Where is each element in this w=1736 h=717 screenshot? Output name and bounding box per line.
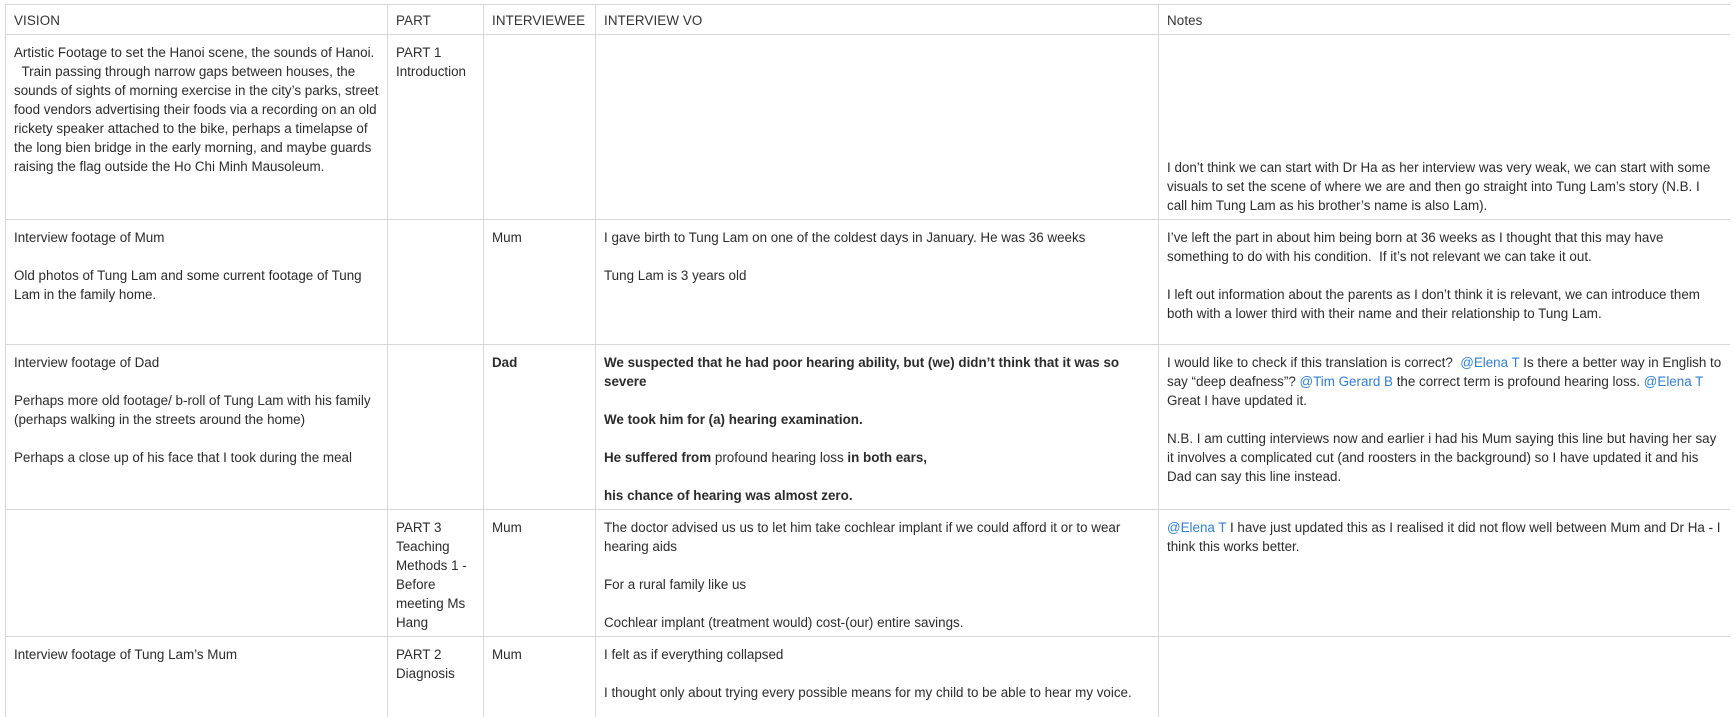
vo-bold-span: He suffered from	[604, 450, 715, 465]
interviewee-text: Mum	[492, 647, 522, 662]
vision-cell[interactable]	[6, 510, 388, 637]
part-cell[interactable]	[388, 637, 484, 717]
notes-text: I don’t think we can start with Dr Ha as her interview was very weak, we can start with some visuals to set the scene of where we are and then go straight into Tung Lam’s story (N.B. I call him Tung Lam as his brother’s name is also Lam).	[1167, 160, 1715, 213]
part-text: PART 2 Diagnosis	[396, 647, 455, 681]
vision-cell[interactable]	[6, 220, 388, 345]
notes-text	[1167, 518, 1725, 556]
vo-cell[interactable]	[596, 220, 1159, 345]
vo-text: Cochlear implant (treatment would) cost-(our) entire savings.	[604, 615, 964, 630]
notes-cell[interactable]	[1159, 345, 1731, 510]
notes-text: N.B. I am cutting interviews now and earlier i had his Mum saying this line but having her say it involves a complicated cut (and roosters in the background) so I have updated it and his Dad can say this line instead.	[1167, 431, 1721, 484]
table-row	[6, 220, 1731, 345]
notes-span: the correct term is profound hearing loss.	[1392, 374, 1644, 389]
vo-cell[interactable]	[596, 345, 1159, 510]
script-table	[5, 4, 1730, 717]
interviewee-text: Dad	[492, 355, 518, 370]
table-row	[6, 35, 1731, 220]
vision-cell[interactable]	[6, 345, 388, 510]
header-part[interactable]: PART	[388, 5, 484, 35]
vo-text: I thought only about trying every possible means for my child to be able to hear my voice.	[604, 685, 1132, 700]
part-text: PART 1 Introduction	[396, 45, 466, 79]
header-vision[interactable]: VISION	[6, 5, 388, 35]
vo-cell[interactable]	[596, 510, 1159, 637]
mention-link[interactable]: @Tim Gerard B	[1299, 374, 1393, 389]
notes-cell[interactable]	[1159, 35, 1731, 220]
mention-link[interactable]: @Elena T	[1643, 374, 1704, 389]
interviewee-cell[interactable]	[484, 35, 596, 220]
vision-text: Perhaps a close up of his face that I took during the meal	[14, 450, 352, 465]
vo-cell[interactable]	[596, 637, 1159, 717]
vo-regular-span: profound hearing loss	[714, 450, 844, 465]
mention-link[interactable]: @Elena T	[1167, 520, 1227, 535]
vo-text: We took him for (a) hearing examination.	[604, 412, 863, 427]
notes-text: I left out information about the parents as I don’t think it is relevant, we can introduce them both with a lower third with their name and their relationship to Tung Lam.	[1167, 287, 1704, 321]
header-interview-vo[interactable]: INTERVIEW VO	[596, 5, 1159, 35]
vision-text: Interview footage of Tung Lam’s Mum	[14, 647, 238, 662]
header-interviewee[interactable]: INTERVIEWEE	[484, 5, 596, 35]
vo-text: I gave birth to Tung Lam on one of the coldest days in January. He was 36 weeks	[604, 230, 1086, 245]
vo-bold-span: in both ears,	[843, 450, 928, 465]
vo-text: I felt as if everything collapsed	[604, 647, 784, 662]
notes-span: Great I have updated it.	[1167, 374, 1707, 408]
interviewee-text: Mum	[492, 520, 522, 535]
part-cell[interactable]	[388, 220, 484, 345]
notes-text	[1167, 353, 1725, 410]
vo-text	[604, 448, 1150, 467]
notes-wrapper	[1167, 43, 1722, 215]
vo-cell[interactable]	[596, 35, 1159, 220]
interviewee-cell[interactable]	[484, 220, 596, 345]
notes-span: I would like to check if this translation is correct?	[1167, 355, 1461, 370]
vision-text: Perhaps more old footage/ b-roll of Tung Lam with his family (perhaps walking in the streets around the home)	[14, 393, 375, 427]
notes-text: I’ve left the part in about him being born at 36 weeks as I thought that this may have something to do with his condition. If it’s not relevant we can take it out.	[1167, 230, 1668, 264]
part-text: PART 3 Teaching Methods 1 - Before meeting Ms Hang	[396, 520, 471, 630]
vo-text: We suspected that he had poor hearing ability, but (we) didn’t think that it was so severe	[604, 355, 1123, 389]
vision-text: Interview footage of Mum	[14, 230, 165, 245]
vo-text: Tung Lam is 3 years old	[604, 268, 747, 283]
vo-text: his chance of hearing was almost zero.	[604, 488, 853, 503]
part-cell[interactable]	[388, 510, 484, 637]
vision-cell[interactable]	[6, 35, 388, 220]
vision-cell[interactable]	[6, 637, 388, 717]
interviewee-cell[interactable]	[484, 637, 596, 717]
interviewee-text: Mum	[492, 230, 522, 245]
notes-span: I have just updated this as I realised it did not flow well between Mum and Dr Ha - I think this works better.	[1167, 520, 1725, 554]
header-notes[interactable]: Notes	[1159, 5, 1731, 35]
notes-span: Is there a better way in English to say “deep deafness”?	[1167, 355, 1725, 389]
interviewee-cell[interactable]	[484, 510, 596, 637]
header-row	[6, 5, 1731, 35]
table-row	[6, 637, 1731, 717]
notes-cell[interactable]	[1159, 510, 1731, 637]
vision-text: Artistic Footage to set the Hanoi scene, the sounds of Hanoi. Train passing through narrow gaps between houses, the sounds of sights of morning exercise in the city’s parks, street food vendors advertising their foods via a recording on an old rickety speaker attached to the bike, perhaps a timelapse of the long bien bridge in the early morning, and maybe guards raising the flag outside the Ho Chi Minh Mausoleum.	[14, 45, 379, 174]
mention-link[interactable]: @Elena T	[1460, 355, 1520, 370]
interviewee-cell[interactable]	[484, 345, 596, 510]
notes-cell[interactable]	[1159, 637, 1731, 717]
vo-text: For a rural family like us	[604, 577, 747, 592]
table-row	[6, 510, 1731, 637]
part-cell[interactable]	[388, 345, 484, 510]
vo-text: The doctor advised us us to let him take cochlear implant if we could afford it or to wear hearing aids	[604, 520, 1125, 554]
vision-text: Interview footage of Dad	[14, 355, 160, 370]
table-row	[6, 345, 1731, 510]
notes-cell[interactable]	[1159, 220, 1731, 345]
script-table-container	[5, 4, 1730, 717]
part-cell[interactable]	[388, 35, 484, 220]
vision-text: Old photos of Tung Lam and some current footage of Tung Lam in the family home.	[14, 268, 366, 302]
